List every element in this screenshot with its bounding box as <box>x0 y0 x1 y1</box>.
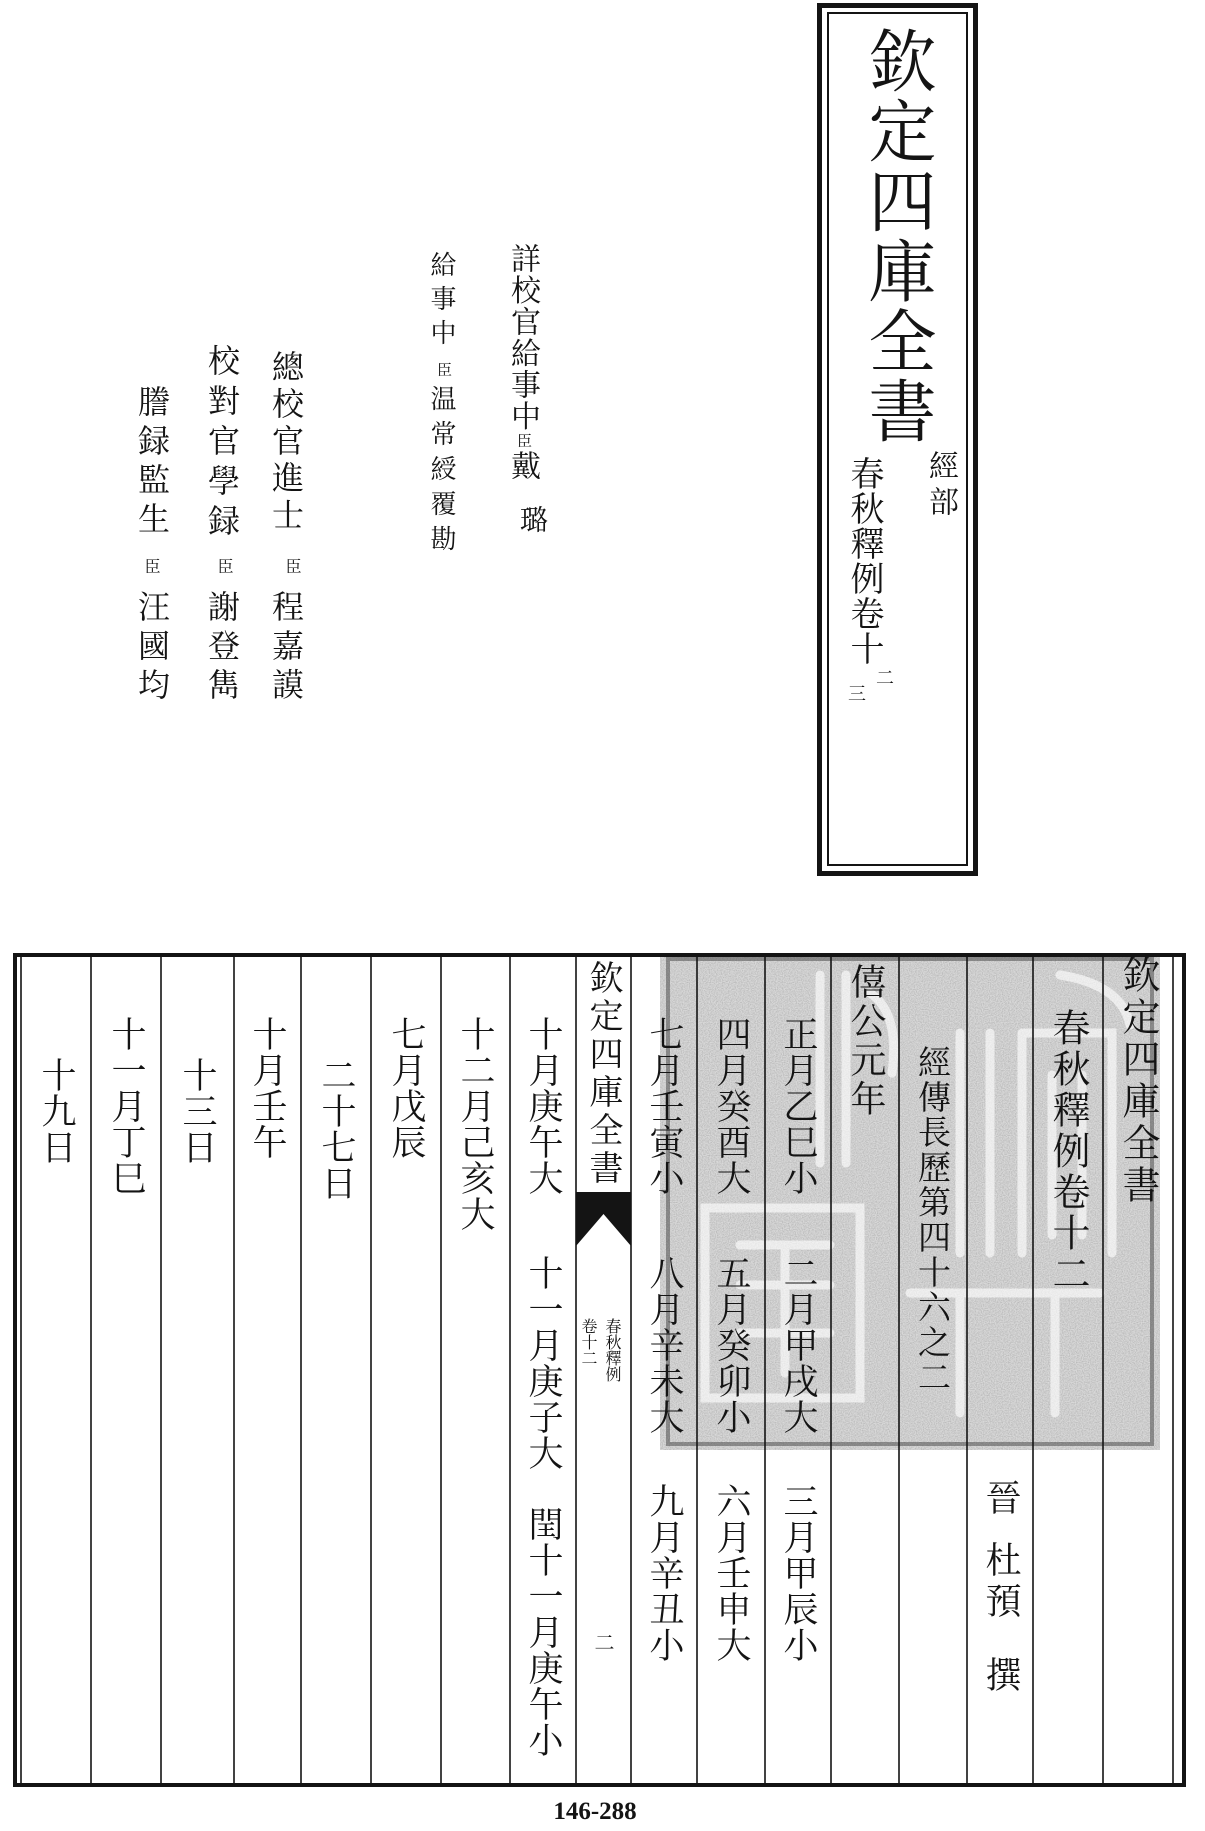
calendar-entry: 三月甲辰小 <box>778 1483 818 1663</box>
calendar-entry: 十一月丁巳 <box>106 1016 146 1196</box>
calendar-entry: 九月辛丑小 <box>644 1483 684 1663</box>
calendar-entry: 七月戊辰 <box>386 1016 426 1160</box>
official-given-name: 璐 <box>516 505 549 533</box>
official-action: 覆勘 <box>426 490 456 560</box>
official-title: 謄録監生 <box>133 385 171 541</box>
official-chen: 臣 <box>215 558 234 574</box>
calendar-entry: 七月壬寅小 <box>644 1016 684 1196</box>
official-name: 汪國均 <box>133 590 171 707</box>
banxin-page-number: 二 <box>591 1632 615 1652</box>
official-surname: 戴 <box>505 450 540 480</box>
official-chen: 臣 <box>515 433 533 448</box>
cover-category: 經部 <box>923 450 958 522</box>
banxin-volume: 卷十二 <box>579 1318 598 1366</box>
catalog-number: 146-288 <box>553 1798 637 1825</box>
edition-title: 欽定四庫全書 <box>1116 955 1160 1207</box>
cover-book-title: 春秋釋例卷十 <box>844 456 884 666</box>
calendar-entry: 十九日 <box>36 1057 76 1165</box>
calendar-entry: 二月甲戌大 <box>778 1255 818 1435</box>
official-chen: 臣 <box>142 558 161 574</box>
fish-tail-mark <box>576 1192 631 1246</box>
official-name: 程嘉謨 <box>267 590 305 707</box>
chapter-heading: 經傳長歷第四十六之二 <box>913 1045 952 1395</box>
cover-title: 欽定四庫全書 <box>857 26 936 446</box>
official-title: 校對官學録 <box>203 344 241 544</box>
official-name: 温常綬 <box>426 385 456 490</box>
calendar-entry: 八月辛未大 <box>644 1255 684 1435</box>
cover-volume-b: 三 <box>845 684 866 702</box>
official-name: 謝登雋 <box>203 590 241 707</box>
calendar-entry: 十月壬午 <box>247 1016 287 1160</box>
calendar-entry: 六月壬申大 <box>711 1483 751 1663</box>
calendar-entry: 十一月庚子大 <box>523 1255 563 1471</box>
calendar-entry: 五月癸卯小 <box>711 1255 751 1435</box>
calendar-entry: 閏十一月庚午小 <box>523 1506 563 1758</box>
calendar-entry: 正月乙巳小 <box>778 1016 818 1196</box>
book-title: 春秋釋例卷十二 <box>1046 1008 1090 1295</box>
official-title: 總校官進士 <box>267 350 305 535</box>
official-title: 給事中 <box>426 251 456 353</box>
official-title: 詳校官給事中 <box>505 243 540 432</box>
banxin-book: 春秋釋例 <box>603 1318 622 1382</box>
calendar-entry: 十月庚午大 <box>523 1016 563 1196</box>
official-chen: 臣 <box>283 558 302 574</box>
author-verb: 撰 <box>980 1656 1021 1692</box>
official-chen: 臣 <box>435 362 453 377</box>
calendar-entry: 四月癸酉大 <box>711 1016 751 1196</box>
author-name: 杜預 <box>980 1541 1021 1623</box>
calendar-entry: 十二月己亥大 <box>455 1016 495 1232</box>
calendar-entry: 十三日 <box>177 1057 217 1165</box>
reign-year: 僖公元年 <box>845 963 886 1119</box>
cover-volume-a: 二 <box>873 668 894 686</box>
banxin-title: 欽定四庫全書 <box>583 960 623 1188</box>
author-dynasty: 晉 <box>980 1479 1021 1515</box>
calendar-entry: 二十七日 <box>316 1057 356 1201</box>
